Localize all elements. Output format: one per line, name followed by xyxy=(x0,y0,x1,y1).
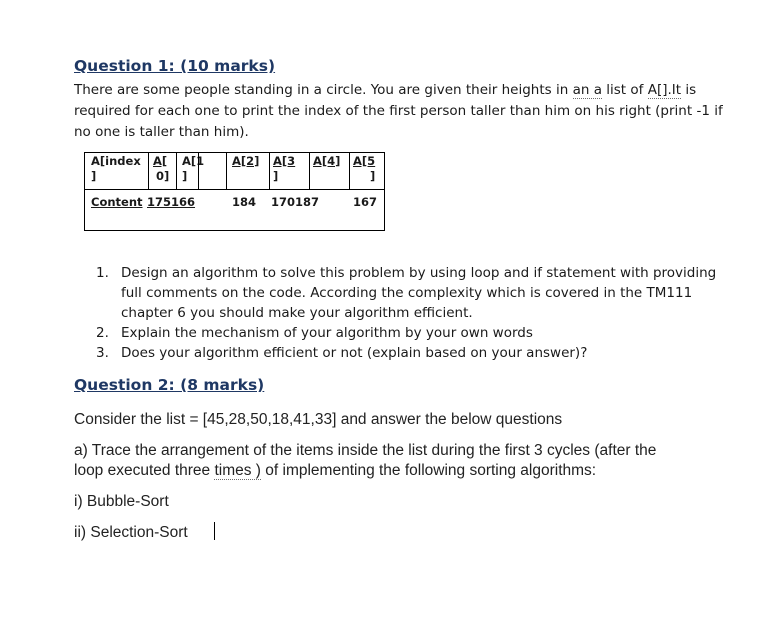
question-2-intro: Consider the list = [45,28,50,18,41,33] and answer the below questions xyxy=(74,411,563,428)
heights-table xyxy=(84,152,385,231)
table-row-divider xyxy=(85,189,384,190)
list-item-line: Explain the mechanism of your algorithm by your own words xyxy=(121,325,533,341)
task-list xyxy=(96,263,717,363)
column-divider xyxy=(269,153,270,189)
table-header-cell-cont: 0] xyxy=(156,169,170,183)
column-divider xyxy=(349,153,350,189)
dotted-underline-text: A[].It xyxy=(647,82,682,98)
table-row-label: Content xyxy=(91,195,143,209)
table-cell-value: 175166 xyxy=(147,195,196,209)
column-divider xyxy=(148,153,149,189)
list-item-line: Design an algorithm to solve this problem by using loop and if statement with providing xyxy=(121,265,717,281)
paragraph-line-3: no one is taller than him). xyxy=(74,124,249,140)
table-header-cell: A[2] xyxy=(232,154,260,168)
table-header-cell-cont: ] xyxy=(273,169,279,183)
list-item xyxy=(96,323,706,343)
column-divider xyxy=(198,153,199,189)
table-header-cell-cont: ] xyxy=(91,169,97,183)
question-2-item-ii: ii) Selection-Sort xyxy=(74,522,215,542)
table-cell-value: 167 xyxy=(353,195,378,209)
table-header-cell: A[4] xyxy=(313,154,341,168)
list-item-number: 2. xyxy=(96,325,109,341)
table-cell-value: 170187 xyxy=(271,195,320,209)
table-header-cell-cont: ] xyxy=(182,169,188,183)
list-item xyxy=(96,263,717,323)
question-2-heading: Question 2: (8 marks) xyxy=(74,376,265,394)
dotted-underline-text: times ) xyxy=(214,462,261,479)
question-2-item-i: i) Bubble-Sort xyxy=(74,493,169,510)
question-2-part-a-line-1: a) Trace the arrangement of the items inside the list during the first 3 cycles (after the xyxy=(74,442,657,459)
table-cell-value: 184 xyxy=(232,195,257,209)
list-item-number: 3. xyxy=(96,345,109,361)
column-divider xyxy=(226,153,227,189)
question-1-paragraph xyxy=(74,80,723,143)
column-divider xyxy=(176,153,177,189)
list-item xyxy=(96,343,706,363)
table-header-cell: A[5 xyxy=(353,154,376,168)
list-item-line: chapter 6 you should make your algorithm efficient. xyxy=(121,305,473,321)
dotted-underline-text: an a xyxy=(572,82,602,98)
list-item-line: Does your algorithm efficient or not (explain based on your answer)? xyxy=(121,345,588,361)
table-header-cell: A[index xyxy=(91,154,141,168)
list-item-number: 1. xyxy=(96,265,109,281)
table-header-cell: A[1 xyxy=(182,154,205,168)
column-divider xyxy=(309,153,310,189)
question-1-heading: Question 1: (10 marks) xyxy=(74,57,276,75)
question-2-part-a-line-2: loop executed three times ) of implementing the following sorting algorithms: xyxy=(74,462,597,479)
text-cursor[interactable] xyxy=(214,522,215,540)
table-header-cell: A[ xyxy=(153,154,168,168)
paragraph-line-1: There are some people standing in a circle. You are given their heights in an a list of A[].It is xyxy=(74,82,697,98)
list-item-line: full comments on the code. According the complexity which is covered in the TM111 xyxy=(121,285,693,301)
paragraph-line-2: required for each one to print the index of the first person taller than him on his right (print -1 if xyxy=(74,103,723,119)
table-header-cell: A[3 xyxy=(273,154,296,168)
table-header-cell-cont: ] xyxy=(370,169,376,183)
